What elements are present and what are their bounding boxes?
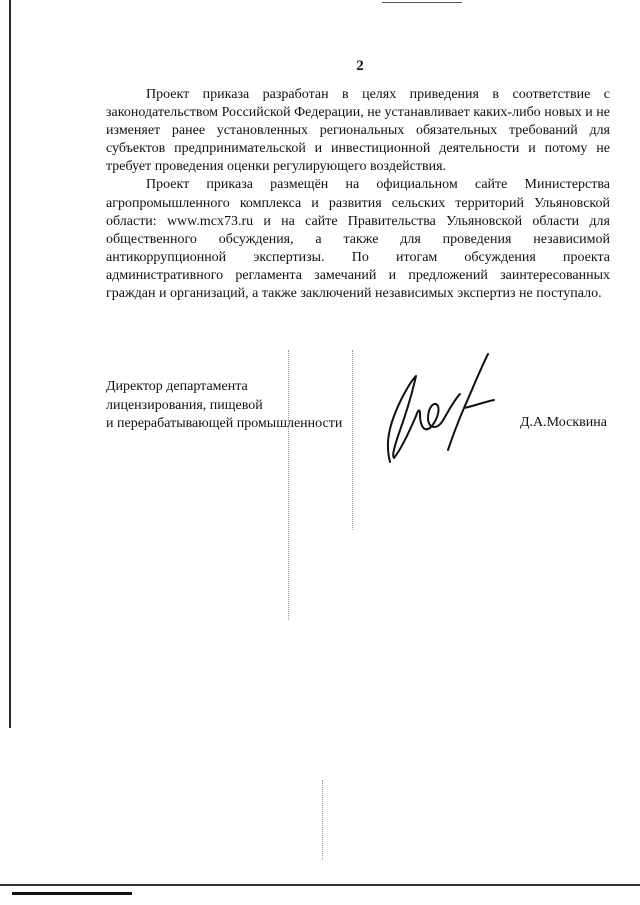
signatory-name: Д.А.Москвина bbox=[520, 415, 607, 430]
scan-edge-left bbox=[9, 0, 11, 728]
signatory-title-line: и перерабатывающей промышленности bbox=[106, 416, 343, 431]
signatory-title-line: Директор департамента bbox=[106, 379, 248, 394]
scan-artifact-dotted-line bbox=[352, 350, 354, 530]
body-text bbox=[106, 86, 610, 303]
scan-edge-bottom-thick bbox=[12, 892, 132, 895]
scan-edge-top bbox=[382, 2, 462, 3]
signatory-title-line: лицензирования, пищевой bbox=[106, 397, 263, 413]
page-number: 2 bbox=[356, 58, 364, 74]
paragraph: Проект приказа размещён на официальном сайте Министерства агропромышленного комплекса и развития сельских территорий Ульяновской области: www.mcx73.ru и на сайте Правительства Ульяновской области для общественного обсуждения, а также для проведения независимой антикоррупционной экспертизы. По итогам обсуждения проекта административного регламента замечаний и предложений заинтересованных граждан и организаций, а также заключений независимых экспертиз не поступало. bbox=[106, 177, 610, 302]
paragraph: Проект приказа разработан в целях приведения в соответствие с законодательством Российской Федерации, не устанавливает каких-либо новых и не изменяет ранее установленных региональных обязательных требований для субъектов предпринимательской и инвестиционной деятельности и потому не требует проведения оценки регулирующего воздействия. bbox=[106, 87, 610, 175]
scan-artifact-dotted-line bbox=[322, 780, 324, 860]
scan-edge-bottom bbox=[0, 884, 640, 886]
handwritten-signature bbox=[368, 350, 498, 465]
signatory-title bbox=[106, 378, 366, 434]
